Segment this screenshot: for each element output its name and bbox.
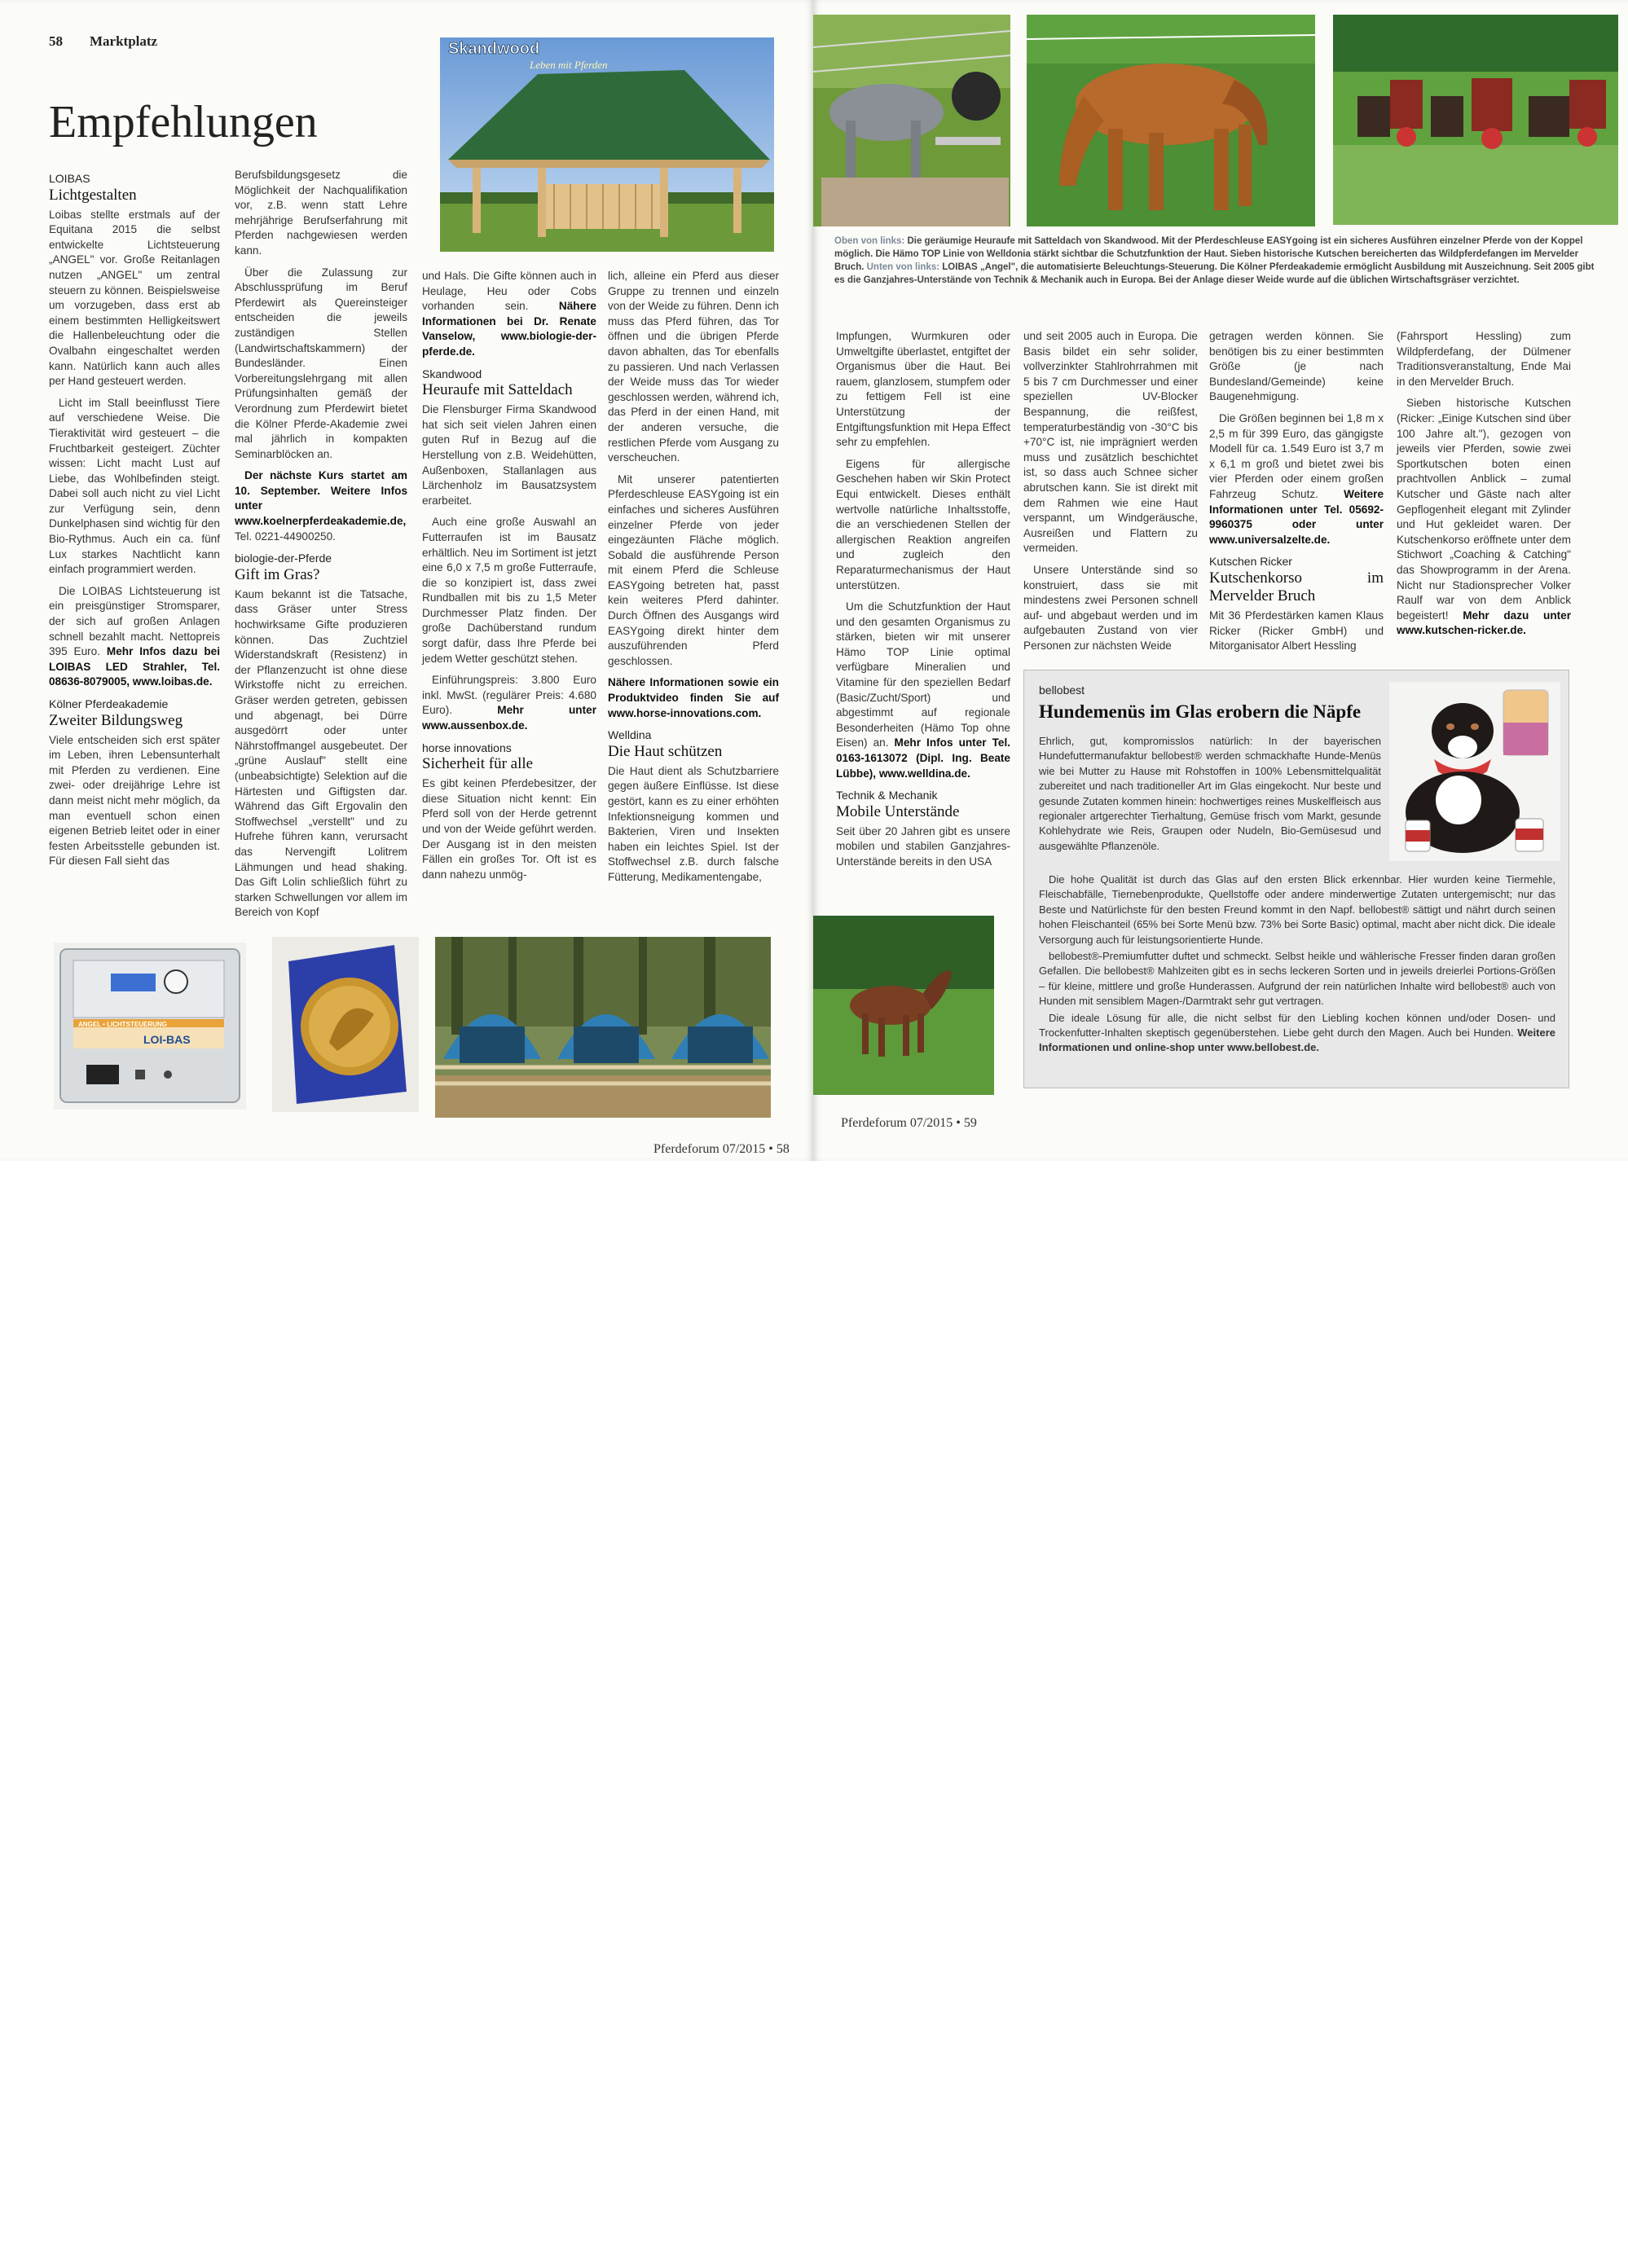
paragraph: Die Haut dient als Schutzbarriere gegen äußere Einflüsse. Ist diese gestört, kann es zu einer erhöhten Infektionsneigung kommen und Bakterien, Viren und Insekten haben ein leichtes Spiel. Ist der Stoffwechsel z.B. durch falsche Fütterung, Medikamentengabe, (608, 764, 779, 883)
headline-mobile-unterstaende: Mobile Unterstände (836, 802, 960, 820)
paragraph: und Hals. Die Gifte können auch in Heulage, Heu oder Cobs vorhanden sein. (422, 270, 596, 313)
phone: Tel. 0221-44900250. (235, 530, 336, 543)
paragraph: Viele entscheiden sich erst später im Leben, ihren Lebensunterhalt mit Pferden zu verdienen. Eine zwei- oder dreijährige Lehre ist dann meist nicht mehr möglich, da man eventuell schon einen eigenen Betrieb leitet oder in einer festen Arbeitsstelle gebunden ist. Für diesen Fall sieht das (49, 733, 220, 868)
dog-with-food-jars-photo (1389, 682, 1560, 861)
headline-zweiter-bildungsweg: Zweiter Bildungsweg (49, 711, 183, 729)
left-page (0, 0, 813, 1161)
paragraph: Es gibt keinen Pferdebesitzer, der diese Situation nicht kennt: Ein Pferd soll von der Herde getrennt und von der Weide geführt werden. Der Ausgang ist in den meisten Fällen ein großes Tor. Oft ist es dann nahezu unmög- (422, 777, 596, 881)
contact-info: Weitere Informationen unter Tel. 05692-9960375 oder unter www.universalzelte.de. (1209, 487, 1384, 546)
bellobest-advertorial-box (1023, 670, 1569, 1088)
contact-info: Weitere Informationen und online-shop unter www.bellobest.de. (1039, 1026, 1555, 1054)
caption-text-top: Die geräumige Heuraufe mit Satteldach von Skandwood. Mit der Pferdeschleuse EASYgoing ist ein sicheres Ausführen einzelner Pferde von der Koppel möglich. Die Hämo TOP Linie von Welldonia stärkt sichtbar die Schutzfunktion der Haut. Sieben historische Kutschen bereicherten das Wildpferdefangen im Mervelder Bruch. (834, 236, 1583, 272)
page-folio: Pferdeforum 07/2015 • 58 (653, 1142, 790, 1156)
caption-text-bottom: LOIBAS „Angel", die automatisierte Beleuchtungs-Steuerung. Die Kölner Pferdeakademie ermöglicht Ausbildung mit Auszeichnung. Seit 2005 gibt es die Ganzjahres-Unterstände von Technik & Mechanik auch in Europa. Bei der Anlage dieser Weide wurde auf die üblichen Wirtschaftsgräser verzichtet. (834, 262, 1595, 285)
paragraph: Auch eine große Auswahl an Futterraufen ist im Bausatz erhältlich. Neu im Sortiment ist jetzt eine 6,0 x 7,5 m große Futterraufe, die so konzipiert ist, dass zwei Rundballen mit bis zu 1,5 Meter Durchmesser Platz finden. Der große Dachüberstand rundum sorgt dafür, dass Ihre Pferde bei jedem Wetter geschützt stehen. (422, 516, 596, 665)
headline-lichtgestalten: Lichtgestalten (49, 186, 137, 204)
headline-hundemenues: Hundemenüs im Glas erobern die Näpfe (1039, 701, 1362, 722)
headline-sicherheit-fuer-alle: Sicherheit für alle (422, 755, 534, 773)
page-title: Empfehlungen (49, 97, 318, 147)
paragraph: (Fahrsport Hessling) zum Wildpferdefang, der Dülmener Traditionsveranstaltung, Ende Mai in den Mervelder Bruch. (1397, 330, 1571, 388)
right-page (813, 0, 1628, 1161)
kicker-koelner-pferdeakademie: Kölner Pferdeakademie (49, 697, 169, 710)
device-panel-label: ANGEL • LICHTSTEUERUNG (78, 1021, 167, 1028)
kicker-biologie-der-pferde: biologie-der-Pferde (235, 552, 332, 565)
caption-label-top: Oben von links: (834, 236, 905, 246)
loibas-logo: LOI-BAS (143, 1033, 191, 1046)
foal-meadow-photo (813, 916, 994, 1095)
paragraph: Einführungspreis: 3.800 Euro inkl. MwSt. (regulärer Preis: 4.680 Euro). (422, 674, 596, 717)
skandwood-logo: Skandwood (448, 40, 540, 58)
skandwood-tagline: Leben mit Pferden (530, 59, 608, 71)
bellobest-body (1039, 872, 1555, 1057)
contact-info: Mehr unter www.aussenbox.de. (422, 704, 596, 732)
kicker-kutschen-ricker: Kutschen Ricker (1209, 555, 1292, 569)
bellobest-intro (1039, 734, 1381, 855)
headline-die-haut-schuetzen: Die Haut schützen (608, 742, 723, 760)
mobile-shelters-photo (435, 937, 771, 1118)
paragraph: Sieben historische Kutschen (Ricker: „Einige Kutschen sind über 100 Jahre alt."), gezogen von jeweils vier Pferden, sowie zwei Sportkutschen boten einen prachtvollen Anblick – zumal Kutscher und Gäste nach alter Gepflogenheit elegant mit Zylinder und Hut gekleidet waren. Der Kutschenkorso eröffnete unter dem Stichwort „Coaching & Catching" das Showprogramm in der Arena. Nicht nur Stadionsprecher Volker Raulf war von dem Anblick begeistert! (1397, 397, 1571, 622)
right-column-1 (836, 329, 1010, 899)
historic-carriages-photo (1333, 15, 1618, 225)
paragraph: Kaum bekannt ist die Tatsache, dass Gräser unter Stress hochwirksame Gifte produzieren können. Das Zuchtziel Widerstandskraft (Resistenz) in der Pflanzenzucht ist ohne diese Wirkstoffe nicht zu erreichen. Gräser werden getreten, gebissen und abgenagt, bei Dürre ausgedörrt oder unter Nährstoffmangel ausgebeutet. Der „grüne Auslauf" stellt eine (unbeabsichtigte) Selektion auf die Härtesten und Giftigsten dar. Während das Gift Ergovalin den Stoffwechsel „verstellt" und zu Hufrehe führen kann, verursacht das Nervengift Lolitrem Lähmungen und head shaking. Das Gift Lolin schließlich führt zu starken Schwellungen vor allem im Bereich von Kopf (235, 587, 407, 919)
page-folio-right: Pferdeforum 07/2015 • 59 (841, 1116, 977, 1130)
article-column-4 (608, 269, 779, 904)
photo-caption (834, 235, 1605, 287)
easygoing-gate-horses-photo (813, 15, 1010, 226)
section-name: Marktplatz (90, 33, 158, 49)
paragraph: Eigens für allergische Geschehen haben wir Skin Protect Equi entwickelt. Dieses enthält wertvolle natürliche Inhaltsstoffe, die an verschiedenen Stellen der allergischen Reaktion angreifen und zugleich den Reparaturmechanismus der Haut unterstützen. (836, 457, 1010, 591)
right-column-3 (1209, 329, 1384, 671)
paragraph: Loibas stellte erstmals auf der Equitana 2015 die selbst entwickelte Lichtsteuerung „ANGEL" vor. Große Reitanlagen nutzen „ANGEL" um zentral steuern zu können. Beispielsweise um vorzugeben, dass erst ab einem bestimmten Helligkeitswert die Hallenbeleuchtung oder die Ovalbahn eingeschaltet werden kann. Natürlich kann auch alles per Hand gesteuert werden. (49, 208, 220, 388)
article-column-1 (49, 168, 220, 901)
paragraph: getragen werden können. Sie benötigen bis zu einer bestimmten Größe (je nach Bundesland/Gemeinde) keine Baugenehmigung. (1209, 330, 1384, 403)
right-column-4 (1397, 329, 1571, 671)
paragraph: Berufsbildungsgesetz die Möglichkeit der Nachqualifikation vor, z.B. wenn statt Lehre mehrjährige Berufserfahrung mit Pferden nachgewiesen werden kann. (235, 169, 407, 257)
contact-info: Mehr Infos dazu bei LOIBAS LED Strahler, Tel. 08636-8079005, www.loibas.de. (49, 645, 220, 688)
paragraph: Über die Zulassung zur Abschlussprüfung im Beruf Pferdewirt als Quereinsteiger entscheiden die jeweils zuständigen Stellen (Landwirtschaftskammern) der Bundesländer. Einen Vorbereitungslehrgang mit allen Prüfungsinhalten gemäß der Verordnung zum Pferdewirt bietet die Kölner Pferde-Akademie zwei mal jährlich in kompakten Seminarblöcken an. (235, 266, 407, 460)
paragraph: und seit 2005 auch in Europa. Die Basis bildet ein sehr solider, vollverzinkter Stahlrohrrahmen mit 5 bis 7 cm Durchmesser und einer speziellen UV-Blocker Bespannung, die reißfest, temperaturbeständig von -30°C bis +70°C ist, nie imprägniert werden muss und zusätzlich beschichtet ist, so dass auch Schnee sicher abrutschen kann. Sie ist direkt mit dem Rahmen wie eine Haut verspannt, um Windgeräusche, Ausreißen und Flattern zu vermeiden. (1023, 330, 1198, 555)
paragraph: Die LOIBAS Lichtsteuerung ist ein preisgünstiger Stromsparer, der sich auf großen Anlagen schnell bezahlt macht. Nettopreis 395 Euro. (49, 584, 220, 658)
kicker-horse-innovations: horse innovations (422, 741, 512, 754)
kicker-skandwood: Skandwood (422, 367, 482, 380)
paragraph: Mit 36 Pferdestärken kamen Klaus Ricker (Ricker GmbH) und Mitorganisator Albert Hessling (1209, 609, 1384, 653)
paragraph: Die ideale Lösung für alle, die nicht selbst für den Liebling kochen können und/oder Dosen- und Trockenfutter-Inhalten skeptisch gegenüberstehen. Liebe geht durch den Magen. Auch bei Hunden. (1039, 1011, 1555, 1040)
article-column-3 (422, 269, 596, 904)
kicker-loibas: LOIBAS (49, 172, 90, 185)
paragraph: Impfungen, Wurmkuren oder Umweltgifte überlastet, entgiftet der Organismus über die Haut. Bei rauem, glanzlosem, stumpfem oder zu fettigem Fell ist eine Unterstützung der Entgiftungsfunktion mit Hepa Effect sehr zu empfehlen. (836, 330, 1010, 449)
chestnut-horse-grazing-photo (1027, 15, 1315, 226)
paragraph: Licht im Stall beeinflusst Tiere auf verschiedene Weise. Die Tieraktivität wird gesteuert – die Fruchtbarkeit gesteigert. Züchter wissen: Licht macht Lust auf Liebe, das Wohlbefinden steigt. Dabei soll auch nicht zu viel Licht zur Verfügung sein, denn Dunkelphasen sind wichtig für den Bio-Rythmus. Auch ein ca. fünf Lux starkes Nachtlicht kann einfach programmiert werden. (49, 396, 220, 576)
paragraph: Die Größen beginnen bei 1,8 m x 2,5 m für 399 Euro, das gängigste Modell für ca. 1.549 Euro ist 3,7 m x 6,1 m groß und bietet zwei bis vier Pferden oder einem großen Fahrzeug Schutz. (1209, 411, 1384, 500)
headline-kutschenkorso: Kutschenkorso im Mervelder Bruch (1209, 569, 1384, 604)
right-column-2 (1023, 329, 1198, 671)
paragraph: Die hohe Qualität ist durch das Glas auf den ersten Blick erkennbar. Hier wurden keine Tiermehle, Fleischabfälle, Tiernebenprodukte, Quellstoffe oder andere minderwertige Zutaten untergemischt; nur das Beste und Natürlichste für den besten Freund kommt in den Napf. bellobest® sättigt und nährt durch seinen hohen Fleischanteil (65% bei Sorte Menü bzw. 73% bei Sorte Basic) optimal, macht aber nicht dick. Die ideale Versorgung auch für leistungsorientierte Hunde. (1039, 873, 1555, 946)
page-number: 58 (49, 33, 63, 49)
paragraph: Unsere Unterstände sind so konstruiert, dass sie mit mindestens zwei Personen schnell auf- und abgebaut werden und im aufgebauten Zustand von vier Personen zur nächsten Weide (1023, 563, 1198, 652)
kicker-welldina: Welldina (608, 728, 652, 742)
loibas-angel-device-photo (54, 943, 246, 1110)
paragraph: Ehrlich, gut, kompromisslos natürlich: In der bayerischen Hundefuttermanufaktur bellobest® werden schmackhafte Hunde-Menüs wie bei Mutter zu Hause mit Rohstoffen in 100% Lebensmittelqualität zubereitet und nach traditioneller Art im Glas eingekocht. Nur beste und gesunde Zutaten kommen hinein: hochwertiges reines Muskelfleisch aus regionaler artgerechter Tierhaltung, Gemüse frisch vom Markt, gesunde Kohlehydrate wie Reis, Graupen oder Nudeln, Bio-Gemüsesud und ausgewählte Pflanzenöle. (1039, 735, 1381, 852)
contact-info: Nähere Informationen bei Dr. Renate Vanselow, www.biologie-der-pferde.de. (422, 300, 596, 358)
contact-info: Mehr Infos unter Tel. 0163-1613072 (Dipl. Ing. Beate Lübbe), www.welldina.de. (836, 736, 1010, 780)
kicker-technik-mechanik: Technik & Mechanik (836, 789, 938, 802)
paragraph: Um die Schutzfunktion der Haut und den gesamten Organismus zu stärken, bieten wir mit unserer Hämo TOP Linie optimal verfügbare Mineralien und Vitamine für den speziellen Bedarf (Basic/Zucht/Sport) und abgestimmt auf regionale Besonderheiten (Hämo Top ohne Eisen) an. (836, 600, 1010, 749)
contact-info: Mehr dazu unter www.kutschen-ricker.de. (1397, 609, 1572, 637)
paragraph: Seit über 20 Jahren gibt es unsere mobilen und stabilen Ganzjahres-Unterstände bereits in den USA (836, 824, 1010, 868)
academy-medal-photo (272, 937, 419, 1112)
contact-info: Der nächste Kurs startet am 10. September. Weitere Infos unter www.koelnerpferdeakademie.de, (235, 469, 407, 528)
caption-label-bottom: Unten von links: (866, 262, 940, 272)
paragraph: lich, alleine ein Pferd aus dieser Gruppe zu trennen und einzeln von der Weide zu führen. Denn ich muss das Pferd führen, das Tor öffnen und die übrigen Pferde davon abhalten, das Tor ebenfalls zu passieren. Und nach Verlassen der Weide muss das Tor wieder geschlossen werden, während ich, das Pferd in der einen Hand, mit der anderen versuche, die restlichen Pferde vom Ausgang zu verscheuchen. (608, 270, 779, 464)
headline-gift-im-gras: Gift im Gras? (235, 565, 320, 583)
paragraph: bellobest®-Premiumfutter duftet und schmeckt. Selbst heikle und wählerische Fresser finden daran großen Gefallen. Die bellobest® Mahlzeiten gibt es in sechs leckeren Sorten und in jeweils dreierlei Portions-Größen – für kleine, mittlere und große Hunderassen. Aufgrund der rein natürlichen Inhalte wird bellobest® auch von Hunden mit sensiblem Magen-/Darmtrakt sehr gut vertragen. (1039, 950, 1555, 1008)
paragraph: Die Flensburger Firma Skandwood hat sich seit vielen Jahren einen guten Ruf in Bezug auf die Herstellung von z.B. Weidehütten, Außenboxen, Stallanlagen aus Lärchenholz im Bausatzsystem erarbeitet. (422, 403, 596, 507)
headline-heuraufe-mit-satteldach: Heuraufe mit Satteldach (422, 381, 573, 399)
paragraph: Mit unserer patentierten Pferdeschleuse EASYgoing ist ein einfaches und sicheres Ausführen einzelner Pferde von jeder eingezäunten Fläche möglich. Sobald die ausführende Person mit einem Pferd die Schleuse EASYgoing betreten hat, passt kein weiteres Pferd dahinter. Durch Öffnen des Ausgangs wird EASYgoing direkt hinter dem auszuführenden Pferd geschlossen. (608, 472, 779, 667)
article-column-2 (235, 168, 407, 919)
contact-info: Nähere Informationen sowie ein Produktvideo finden Sie auf www.horse-innovations.com. (608, 676, 779, 719)
kicker-bellobest: bellobest (1039, 683, 1085, 697)
skandwood-hay-rack-photo (440, 37, 774, 252)
